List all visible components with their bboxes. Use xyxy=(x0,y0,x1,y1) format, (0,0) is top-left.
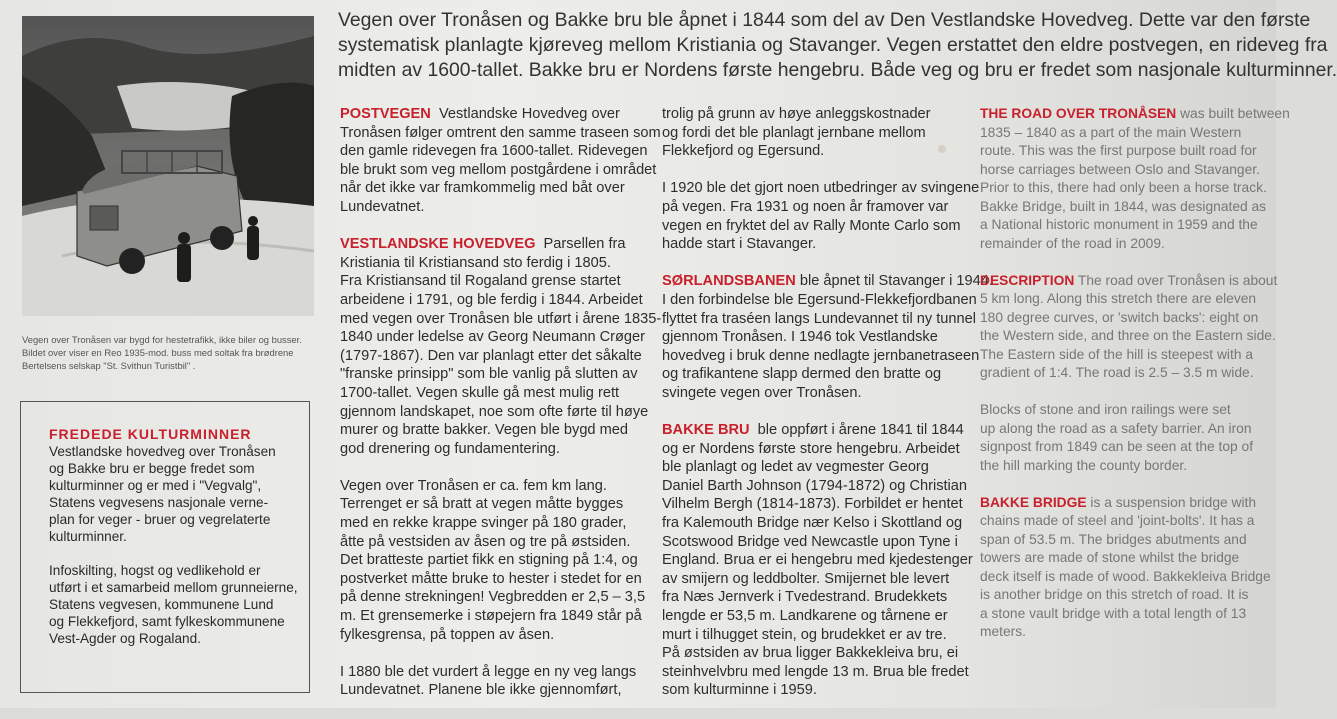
road-paragraph xyxy=(980,105,1290,253)
box-paragraph-2 xyxy=(49,562,309,647)
caption-line: Bertelsens selskap "St. Svithun Turistbil" . xyxy=(22,360,196,371)
text-line: Kristiania til Kristiansand sto ferdig i 1805. xyxy=(340,254,611,271)
1920-paragraph xyxy=(662,179,980,253)
sorlandsbanen-heading: SØRLANDSBANEN xyxy=(662,273,796,290)
photo-caption xyxy=(22,333,322,372)
caption-line: Bildet over viser en Reo 1935-mod. buss med soltak fra brødrene xyxy=(22,347,294,358)
column-english xyxy=(980,105,1290,660)
text-line: og Flekkefjord, samt fylkeskommunene xyxy=(49,614,285,629)
text-line: steinhvelvbru med lengde 13 m. Brua ble fredet xyxy=(662,663,969,680)
text-line: ble planlagt og ledet av vegmester Georg xyxy=(662,459,929,476)
text-line: av smijern og leddbolter. Smijernet ble levert xyxy=(662,570,950,587)
text-line: Det bratteste partiet fikk en stigning på 1:4, og xyxy=(340,552,638,569)
intro-line: Vegen over Tronåsen og Bakke bru ble åpnet i 1844 som del av Den Vestlandske Hovedveg. Dette var den første xyxy=(338,9,1311,31)
hovedveg-heading: VESTLANDSKE HOVEDVEG xyxy=(340,236,536,253)
text-line: Terrenget er så bratt at vegen måtte bygges xyxy=(340,496,624,513)
text-line: ble åpnet til Stavanger i 1944. xyxy=(799,273,993,290)
hovedveg-paragraph xyxy=(340,235,662,458)
text-line: The road over Tronåsen is about xyxy=(1077,272,1278,288)
text-line: meters. xyxy=(980,624,1026,639)
description-heading: DESCRIPTION xyxy=(980,272,1075,288)
text-line: arbeidene i 1791, og ble ferdig i 1844. Arbeidet xyxy=(340,291,643,308)
box-paragraph-1 xyxy=(49,443,309,545)
length-paragraph xyxy=(340,477,646,644)
text-line: og fordi det ble planlagt jernbane mellom xyxy=(662,124,926,141)
text-line: is a suspension bridge with xyxy=(1090,494,1257,510)
text-line: deck itself is made of wood. Bakkekleiva Bridge xyxy=(980,568,1271,584)
text-line: og Bakke bru er begge fredet som xyxy=(49,461,255,476)
text-line: Vilhelm Bergh (1814-1873). Forbildet er hentet xyxy=(662,496,963,513)
bridge-paragraph xyxy=(980,494,1271,642)
bridge-heading: BAKKE BRIDGE xyxy=(980,494,1087,510)
text-line: På østsiden av brua ligger Bakkekleiva bru, ei xyxy=(662,645,959,662)
surface-stain xyxy=(938,145,946,153)
text-line: Vegen over Tronåsen er ca. fem km lang. xyxy=(340,477,607,494)
text-line: og er Nordens første store hengebru. Arbeidet xyxy=(662,440,960,457)
text-line: is another bridge on this stretch of road. It is xyxy=(980,587,1249,602)
text-line: the hill marking the county border. xyxy=(980,457,1188,473)
intro-line: systematisk planlagte kjøreveg mellom Kristiania og Stavanger. Vegen erstattet den eldre postvegen, en rideveg fra xyxy=(338,34,1328,56)
bakkebru-heading: BAKKE BRU xyxy=(662,422,750,439)
text-line: flyttet fra traséen langs Lundevannet til ny tunnel xyxy=(662,310,976,327)
text-line: Vestlandske hovedveg over Tronåsen xyxy=(49,444,276,459)
historic-bus-photo xyxy=(22,16,314,316)
text-line: kulturminner. xyxy=(49,529,127,544)
text-line: "franske prinsipp" som ble vanlig på slutten av xyxy=(340,366,638,383)
text-line: Lundevatnet. Planene ble ikke gjennomført, xyxy=(340,682,622,699)
text-line: Blocks of stone and iron railings were set xyxy=(980,402,1231,417)
text-line: på vegen. Fra 1931 og noen år framover var xyxy=(662,198,949,215)
text-line: a National historic monument in 1959 and the xyxy=(980,217,1258,232)
text-line: I 1880 ble det vurdert å legge en ny veg langs xyxy=(340,663,637,680)
bus-photo-icon xyxy=(22,16,314,316)
box-title: FREDEDE KULTURMINNER xyxy=(49,426,252,442)
text-line: den gamle ridevegen fra 1600-tallet. Ridevegen xyxy=(340,143,648,160)
1880-paragraph xyxy=(340,663,640,700)
text-line: (1797-1867). Den var planlagt etter det såkalte xyxy=(340,347,642,364)
text-line: når det ikke var framkommelig med båt over xyxy=(340,180,625,197)
text-line: hadde start i Stavanger. xyxy=(662,236,817,253)
continued-paragraph xyxy=(662,105,958,161)
column-postvegen xyxy=(340,105,662,719)
text-line: gjennom landskapet, noe som ofte førte til høye xyxy=(340,403,649,420)
text-line: Fra Kristiansand til Rogaland grense startet xyxy=(340,273,621,290)
text-line: chains made of steel and 'joint-bolts'. It has a xyxy=(980,513,1255,528)
text-line: gradient of 1:4. The road is 2.5 – 3.5 m wide. xyxy=(980,365,1254,380)
text-line: span of 53.5 m. The bridges abutments and xyxy=(980,531,1247,547)
text-line: åtte på vestsiden av åsen og tre på østsiden. xyxy=(340,533,631,550)
road-heading: THE ROAD OVER TRONÅSEN xyxy=(980,106,1177,121)
protected-heritage-box xyxy=(20,401,310,693)
text-line: utført i et samarbeid mellom grunneierne, xyxy=(49,580,298,595)
text-line: med en rekke krappe svinger på 180 grader, xyxy=(340,515,627,532)
text-line: Statens vegvesens nasjonale verne- xyxy=(49,495,269,510)
text-line: Vest-Agder og Rogaland. xyxy=(49,631,201,646)
text-line: 5 km long. Along this stretch there are eleven xyxy=(980,291,1257,306)
text-line: horse carriages between Oslo and Stavanger. xyxy=(980,161,1260,177)
text-line: Bakke Bridge, built in 1844, was designated as xyxy=(980,198,1267,214)
text-line: på denne strekningen! Vegbredden er 2,5 – 3,5 xyxy=(340,589,646,606)
stones-paragraph xyxy=(980,401,1262,475)
text-line: was built between xyxy=(1180,106,1290,121)
text-line: 180 degree curves, or 'switch backs': eight on xyxy=(980,309,1259,325)
text-line: trolig på grunn av høye anleggskostnader xyxy=(662,106,931,122)
text-line: Tronåsen følger omtrent den samme traseen som xyxy=(340,124,661,141)
description-paragraph xyxy=(980,272,1278,383)
text-line: Infoskilting, hogst og vedlikehold er xyxy=(49,563,261,578)
text-line: I 1920 ble det gjort noen utbedringer av svingene xyxy=(662,180,980,197)
text-line: towers are made of stone whilst the bridge xyxy=(980,550,1240,565)
text-line: svingete vegen over Tronåsen. xyxy=(662,384,862,401)
text-line: plan for veger - bruer og vegrelaterte xyxy=(49,512,271,527)
postvegen-heading: POSTVEGEN xyxy=(340,106,431,122)
text-line: fra Kalemouth Bridge nær Kelso i Skottland og xyxy=(662,515,963,532)
caption-line: Vegen over Tronåsen var bygd for hestetrafikk, ikke biler og busser. xyxy=(22,334,302,345)
text-line: 1700-tallet. Vegen skulle gå mest mulig rett xyxy=(340,384,620,401)
text-line: Parsellen fra xyxy=(543,236,626,253)
text-line: a stone vault bridge with a total length of 13 xyxy=(980,605,1247,621)
text-line: Statens vegvesen, kommunene Lund xyxy=(49,597,274,612)
text-line: Prior to this, there had only been a horse track. xyxy=(980,180,1267,195)
text-line: remainder of the road in 2009. xyxy=(980,235,1165,251)
text-line: fylkesgrensa, på toppen av åsen. xyxy=(340,626,555,643)
text-line: route. This was the first purpose built road for xyxy=(980,143,1257,158)
text-line: gjennom Tronåsen. I 1946 tok Vestlandske xyxy=(662,329,938,346)
text-line: 1840 under ledelse av Georg Neumann Crøger xyxy=(340,329,646,346)
sorlandsbanen-paragraph xyxy=(662,272,993,402)
text-line: the Western side, and three on the Eastern side. xyxy=(980,328,1276,343)
text-line: I den forbindelse ble Egersund-Flekkefjordbanen xyxy=(662,291,977,308)
column-history xyxy=(662,105,993,719)
text-line: m. Et grensemerke i støpejern fra 1849 står på xyxy=(340,608,642,625)
text-line: murt i tilhugget stein, og brudekket er av tre. xyxy=(662,626,947,643)
text-line: god drenering og fundamentering. xyxy=(340,440,560,457)
text-line: som kulturminne i 1959. xyxy=(662,682,817,699)
text-line: signpost from 1849 can be seen at the top of xyxy=(980,439,1254,454)
text-line: Flekkefjord og Egersund. xyxy=(662,143,825,160)
text-line: fra Næs Jernverk i Tvedestrand. Brudekkets xyxy=(662,589,948,606)
text-line: lengde er 53,5 m. Landkarene og tårnene er xyxy=(662,608,948,625)
text-line: murer og bratte bakker. Vegen ble bygd med xyxy=(340,422,628,439)
text-line: England. Brua er ei hengebru med kjedestenger xyxy=(662,552,973,569)
intro-line: midten av 1600-tallet. Bakke bru er Nordens første hengebru. Både veg og bru er fredet som nasjonale kulturminner. xyxy=(338,59,1337,81)
text-line: Daniel Barth Johnson (1794-1872) og Christian xyxy=(662,477,968,494)
text-line: vegen en fryktet del av Rally Monte Carlo som xyxy=(662,217,961,234)
text-line: Lundevatnet. xyxy=(340,198,425,215)
text-line: og trafikantene slapp dermed den bratte og xyxy=(662,366,942,383)
intro-text xyxy=(338,8,1337,83)
postvegen-paragraph xyxy=(340,105,661,217)
text-line: ble oppført i årene 1841 til 1844 xyxy=(757,422,964,439)
text-line: The Eastern side of the hill is steepest with a xyxy=(980,346,1254,362)
bakkebru-paragraph xyxy=(662,421,973,700)
text-line: kulturminner og er med i "Vegvalg", xyxy=(49,478,262,493)
text-line: up along the road as a safety barrier. An iron xyxy=(980,420,1252,436)
text-line: hovedveg i bruk denne nedlagte jernbanetraseen xyxy=(662,347,980,364)
text-line: med vegen over Tronåsen ble utført i årene 1835- xyxy=(340,310,662,327)
text-line: postverket måtte bruke to hester i stedet for en xyxy=(340,570,642,587)
text-line: Scotswood Bridge ved Newcastle upon Tyne i xyxy=(662,533,958,550)
text-line: Vestlandske Hovedveg over xyxy=(438,106,620,122)
text-line: ble brukt som veg mellom postgårdene i området xyxy=(340,161,657,178)
text-line: 1835 – 1840 as a part of the main Western xyxy=(980,124,1242,140)
